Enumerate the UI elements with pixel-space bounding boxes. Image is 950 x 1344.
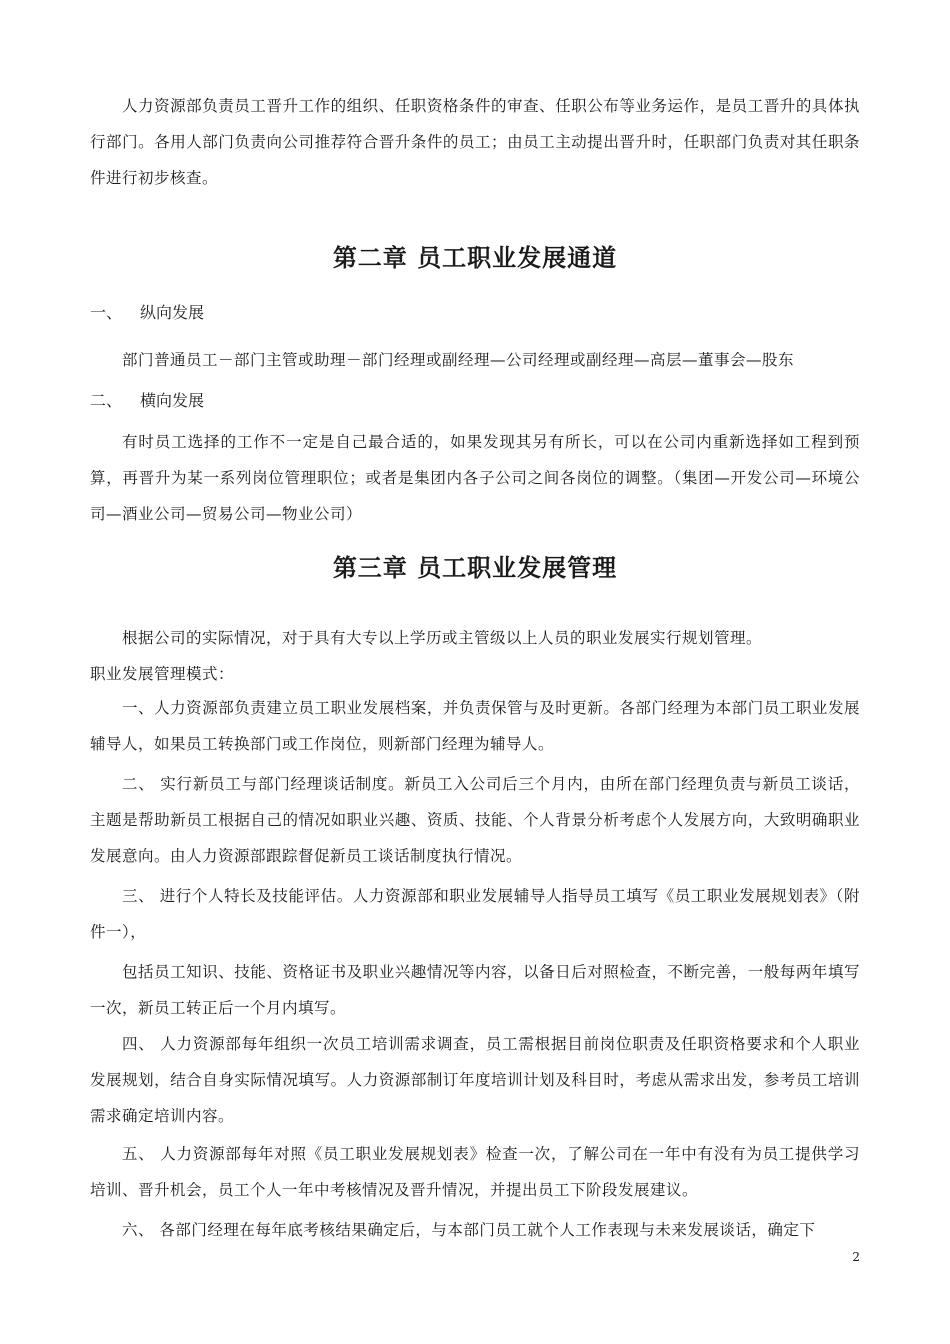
horizontal-path-paragraph: 有时员工选择的工作不一定是自己最合适的，如果发现其另有所长，可以在公司内重新选择如工程到预算，再晋升为某一系列岗位管理职位；或者是集团内各子公司之间各岗位的调整。（集团—开发公司—环境公司—酒业公司—贸易公司—物业公司） bbox=[90, 433, 860, 523]
intro-paragraph: 人力资源部负责员工晋升工作的组织、任职资格条件的审查、任职公布等业务运作，是员工晋升的具体执行部门。各用人部门负责向公司推荐符合晋升条件的员工；由员工主动提出晋升时，任职部门负责对其任职条件进行初步核查。 bbox=[90, 97, 860, 187]
list-item-2: 二、 实行新员工与部门经理谈话制度。新员工入公司后三个月内，由所在部门经理负责与新员工谈话，主题是帮助新员工根据自己的情况如职业兴趣、资质、技能、个人背景分析考虑个人发展方向，大致明确职业发展意向。由人力资源部跟踪督促新员工谈话制度执行情况。 bbox=[90, 775, 860, 865]
page-number: 2 bbox=[852, 1250, 860, 1264]
chapter-3-intro: 根据公司的实际情况，对于具有大专以上学历或主管级以上人员的职业发展实行规划管理。 bbox=[122, 629, 763, 647]
list-item-6: 六、 各部门经理在每年底考核结果确定后，与本部门员工就个人工作表现与未来发展谈话，确定下 bbox=[122, 1221, 816, 1239]
chapter-2-title: 第二章 员工职业发展通道 bbox=[332, 243, 618, 272]
list-item-4: 四、 人力资源部每年组织一次员工培训需求调查，员工需根据目前岗位职责及任职资格要求和个人职业发展规划，结合自身实际情况填写。人力资源部制订年度培训计划及科目时，考虑从需求出发，参考员工培训需求确定培训内容。 bbox=[90, 1035, 860, 1125]
vertical-path-paragraph: 部门普通员工－部门主管或助理－部门经理或副经理—公司经理或副经理—高层—董事会—股东 bbox=[122, 351, 795, 369]
management-mode-label: 职业发展管理模式： bbox=[90, 665, 235, 683]
list-item-3-continued: 包括员工知识、技能、资格证书及职业兴趣情况等内容，以备日后对照检查，不断完善，一般每两年填写一次，新员工转正后一个月内填写。 bbox=[90, 963, 860, 1017]
section-vertical-heading bbox=[90, 298, 204, 328]
chapter-3-title: 第三章 员工职业发展管理 bbox=[332, 553, 618, 582]
section-number: 一、 bbox=[90, 303, 123, 322]
section-number: 二、 bbox=[90, 391, 123, 410]
section-horizontal-heading bbox=[90, 386, 204, 416]
section-title: 横向发展 bbox=[140, 391, 205, 410]
list-item-1: 一、人力资源部负责建立员工职业发展档案，并负责保管与及时更新。各部门经理为本部门员工职业发展辅导人，如果员工转换部门或工作岗位，则新部门经理为辅导人。 bbox=[90, 699, 860, 753]
list-item-5: 五、 人力资源部每年对照《员工职业发展规划表》检查一次，了解公司在一年中有没有为员工提供学习培训、晋升机会，员工个人一年中考核情况及晋升情况，并提出员工下阶段发展建议。 bbox=[90, 1145, 860, 1199]
list-item-3: 三、 进行个人特长及技能评估。人力资源部和职业发展辅导人指导员工填写《员工职业发展规划表》（附件一）， bbox=[90, 887, 860, 941]
section-title: 纵向发展 bbox=[140, 303, 205, 322]
